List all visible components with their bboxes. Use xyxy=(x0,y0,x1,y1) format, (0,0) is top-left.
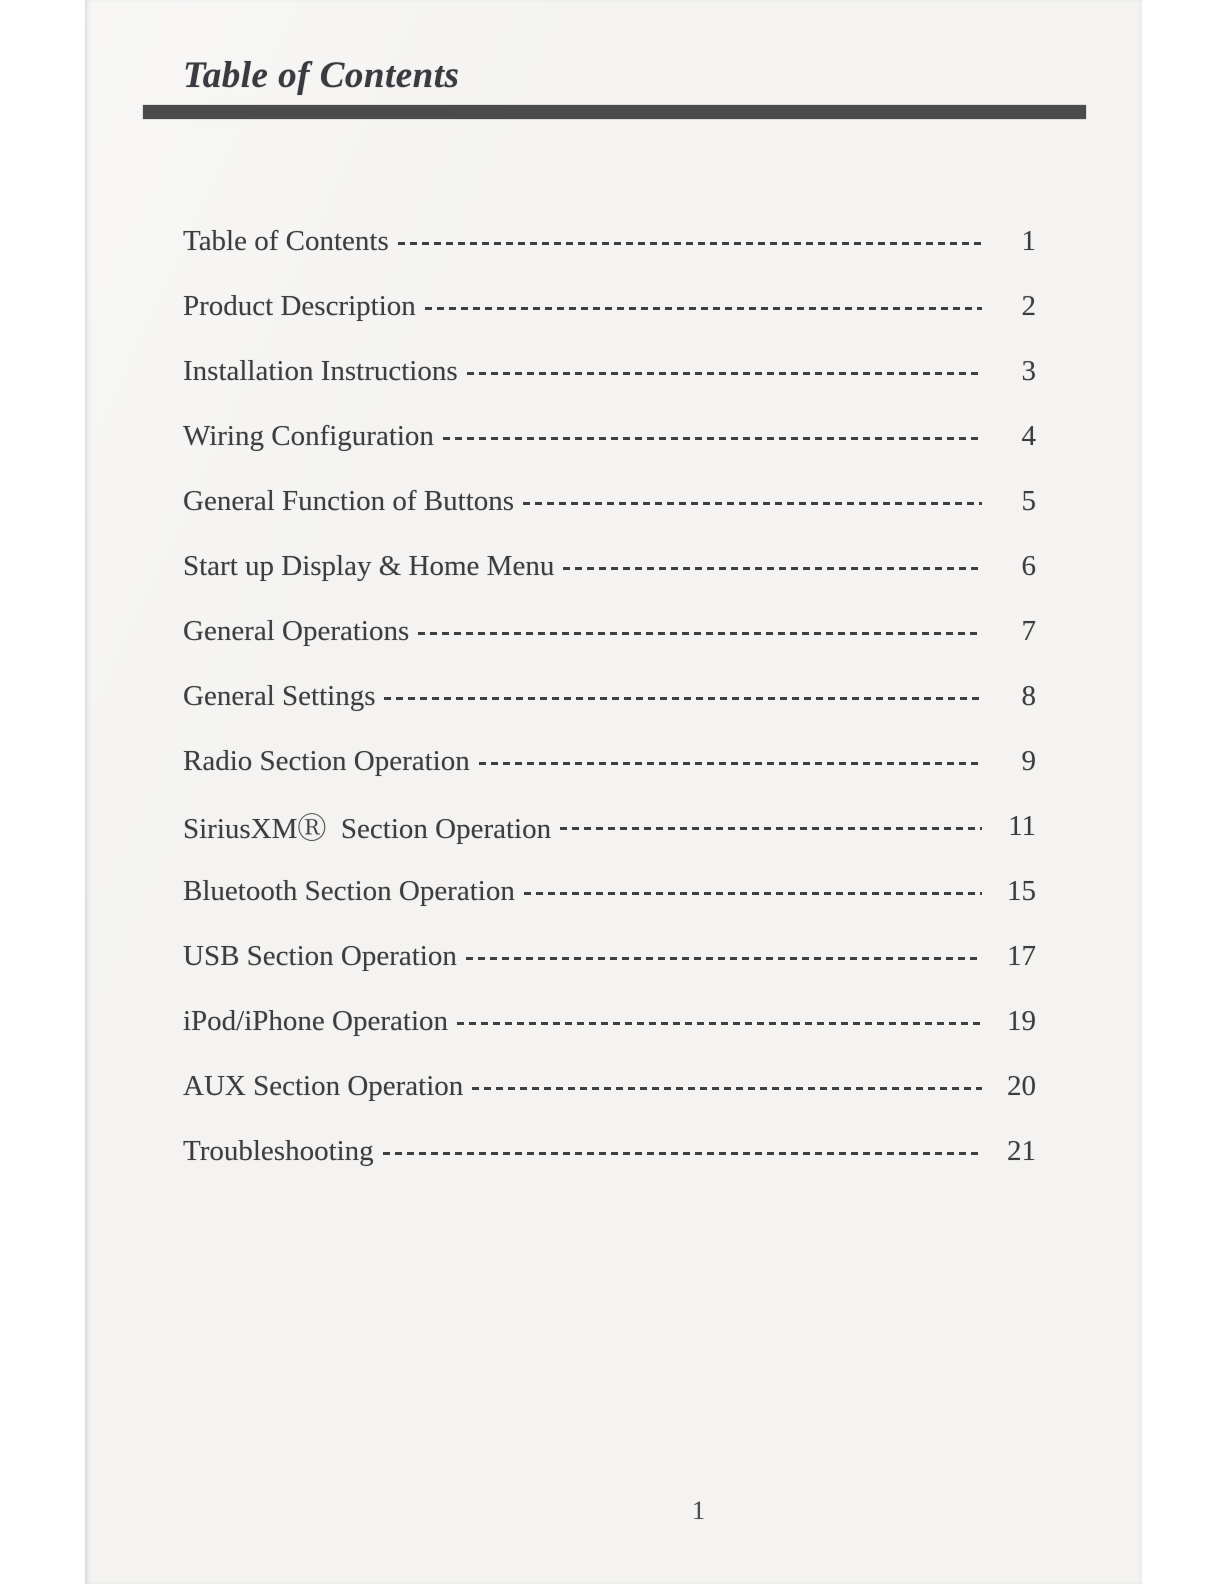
toc-dotted-leader xyxy=(398,242,982,245)
toc-dotted-leader xyxy=(466,957,982,960)
toc-entry xyxy=(183,418,1036,454)
toc-entry xyxy=(183,223,1036,259)
toc-entry-page-number: 7 xyxy=(1021,614,1036,647)
toc-entry-page-number: 11 xyxy=(1008,809,1036,842)
toc-entry xyxy=(183,678,1036,714)
toc-entry xyxy=(183,483,1036,519)
page-title: Table of Contents xyxy=(183,55,460,96)
toc-entry-page-number: 17 xyxy=(1007,939,1036,972)
toc-dotted-leader xyxy=(425,307,982,310)
toc-entry-label: General Function of Buttons xyxy=(183,484,515,517)
toc-entry-label: Radio Section Operation xyxy=(183,744,470,777)
toc-dotted-leader xyxy=(467,372,982,375)
toc-entry-label: USB Section Operation xyxy=(183,939,457,972)
toc-dotted-leader xyxy=(523,502,982,505)
toc-dotted-leader xyxy=(472,1087,982,1090)
toc-entry-label: Product Description xyxy=(183,289,416,322)
toc-entry-page-number: 20 xyxy=(1007,1069,1036,1102)
toc-entry xyxy=(183,1003,1036,1039)
toc-entry-page-number: 9 xyxy=(1021,744,1036,777)
toc-entry-page-number: 3 xyxy=(1021,354,1036,387)
toc-entry-page-number: 8 xyxy=(1021,679,1036,712)
toc-entry-label: Table of Contents xyxy=(183,224,389,257)
toc-entry-page-number: 2 xyxy=(1021,289,1036,322)
toc-entry-label: General Operations xyxy=(183,614,410,647)
toc-dotted-leader xyxy=(560,827,982,830)
toc-entry xyxy=(183,743,1036,779)
toc-dotted-leader xyxy=(479,762,982,765)
toc-dotted-leader xyxy=(563,567,982,570)
toc-dotted-leader xyxy=(443,437,982,440)
toc-dotted-leader xyxy=(418,632,982,635)
toc-entry-label: Bluetooth Section Operation xyxy=(183,874,515,907)
toc-entry-page-number: 5 xyxy=(1021,484,1036,517)
toc-entry xyxy=(183,613,1036,649)
toc-entry-label: General Settings xyxy=(183,679,376,712)
toc-entry-page-number: 1 xyxy=(1021,224,1036,257)
toc-entry xyxy=(183,938,1036,974)
toc-entry-page-number: 6 xyxy=(1021,549,1036,582)
toc-dotted-leader xyxy=(383,1152,982,1155)
toc-dotted-leader xyxy=(457,1022,982,1025)
toc-entry-label: AUX Section Operation xyxy=(183,1069,464,1102)
footer-page-number: 1 xyxy=(692,1496,705,1525)
toc-entry xyxy=(183,1068,1036,1104)
toc-entry xyxy=(183,548,1036,584)
toc-entry xyxy=(183,353,1036,389)
toc-entry-label: Wiring Configuration xyxy=(183,419,434,452)
toc-entry-label: Troubleshooting xyxy=(183,1134,374,1167)
toc-entry xyxy=(183,873,1036,909)
toc-entry-page-number: 15 xyxy=(1007,874,1036,907)
toc-entry-label: iPod/iPhone Operation xyxy=(183,1004,449,1037)
toc-dotted-leader xyxy=(384,697,982,700)
toc-entry-label: SiriusXMⓇ Section Operation xyxy=(183,812,552,845)
toc-entry-label: Start up Display & Home Menu xyxy=(183,549,555,582)
toc-entry xyxy=(183,1133,1036,1169)
toc-entry-page-number: 21 xyxy=(1007,1134,1036,1167)
toc-list xyxy=(183,223,1036,1198)
toc-entry xyxy=(183,808,1036,844)
toc-entry xyxy=(183,288,1036,324)
toc-entry-page-number: 4 xyxy=(1021,419,1036,452)
toc-entry-label: Installation Instructions xyxy=(183,354,458,387)
toc-dotted-leader xyxy=(524,892,982,895)
title-rule-divider xyxy=(143,105,1086,119)
toc-entry-page-number: 19 xyxy=(1007,1004,1036,1037)
document-page xyxy=(85,0,1142,1584)
